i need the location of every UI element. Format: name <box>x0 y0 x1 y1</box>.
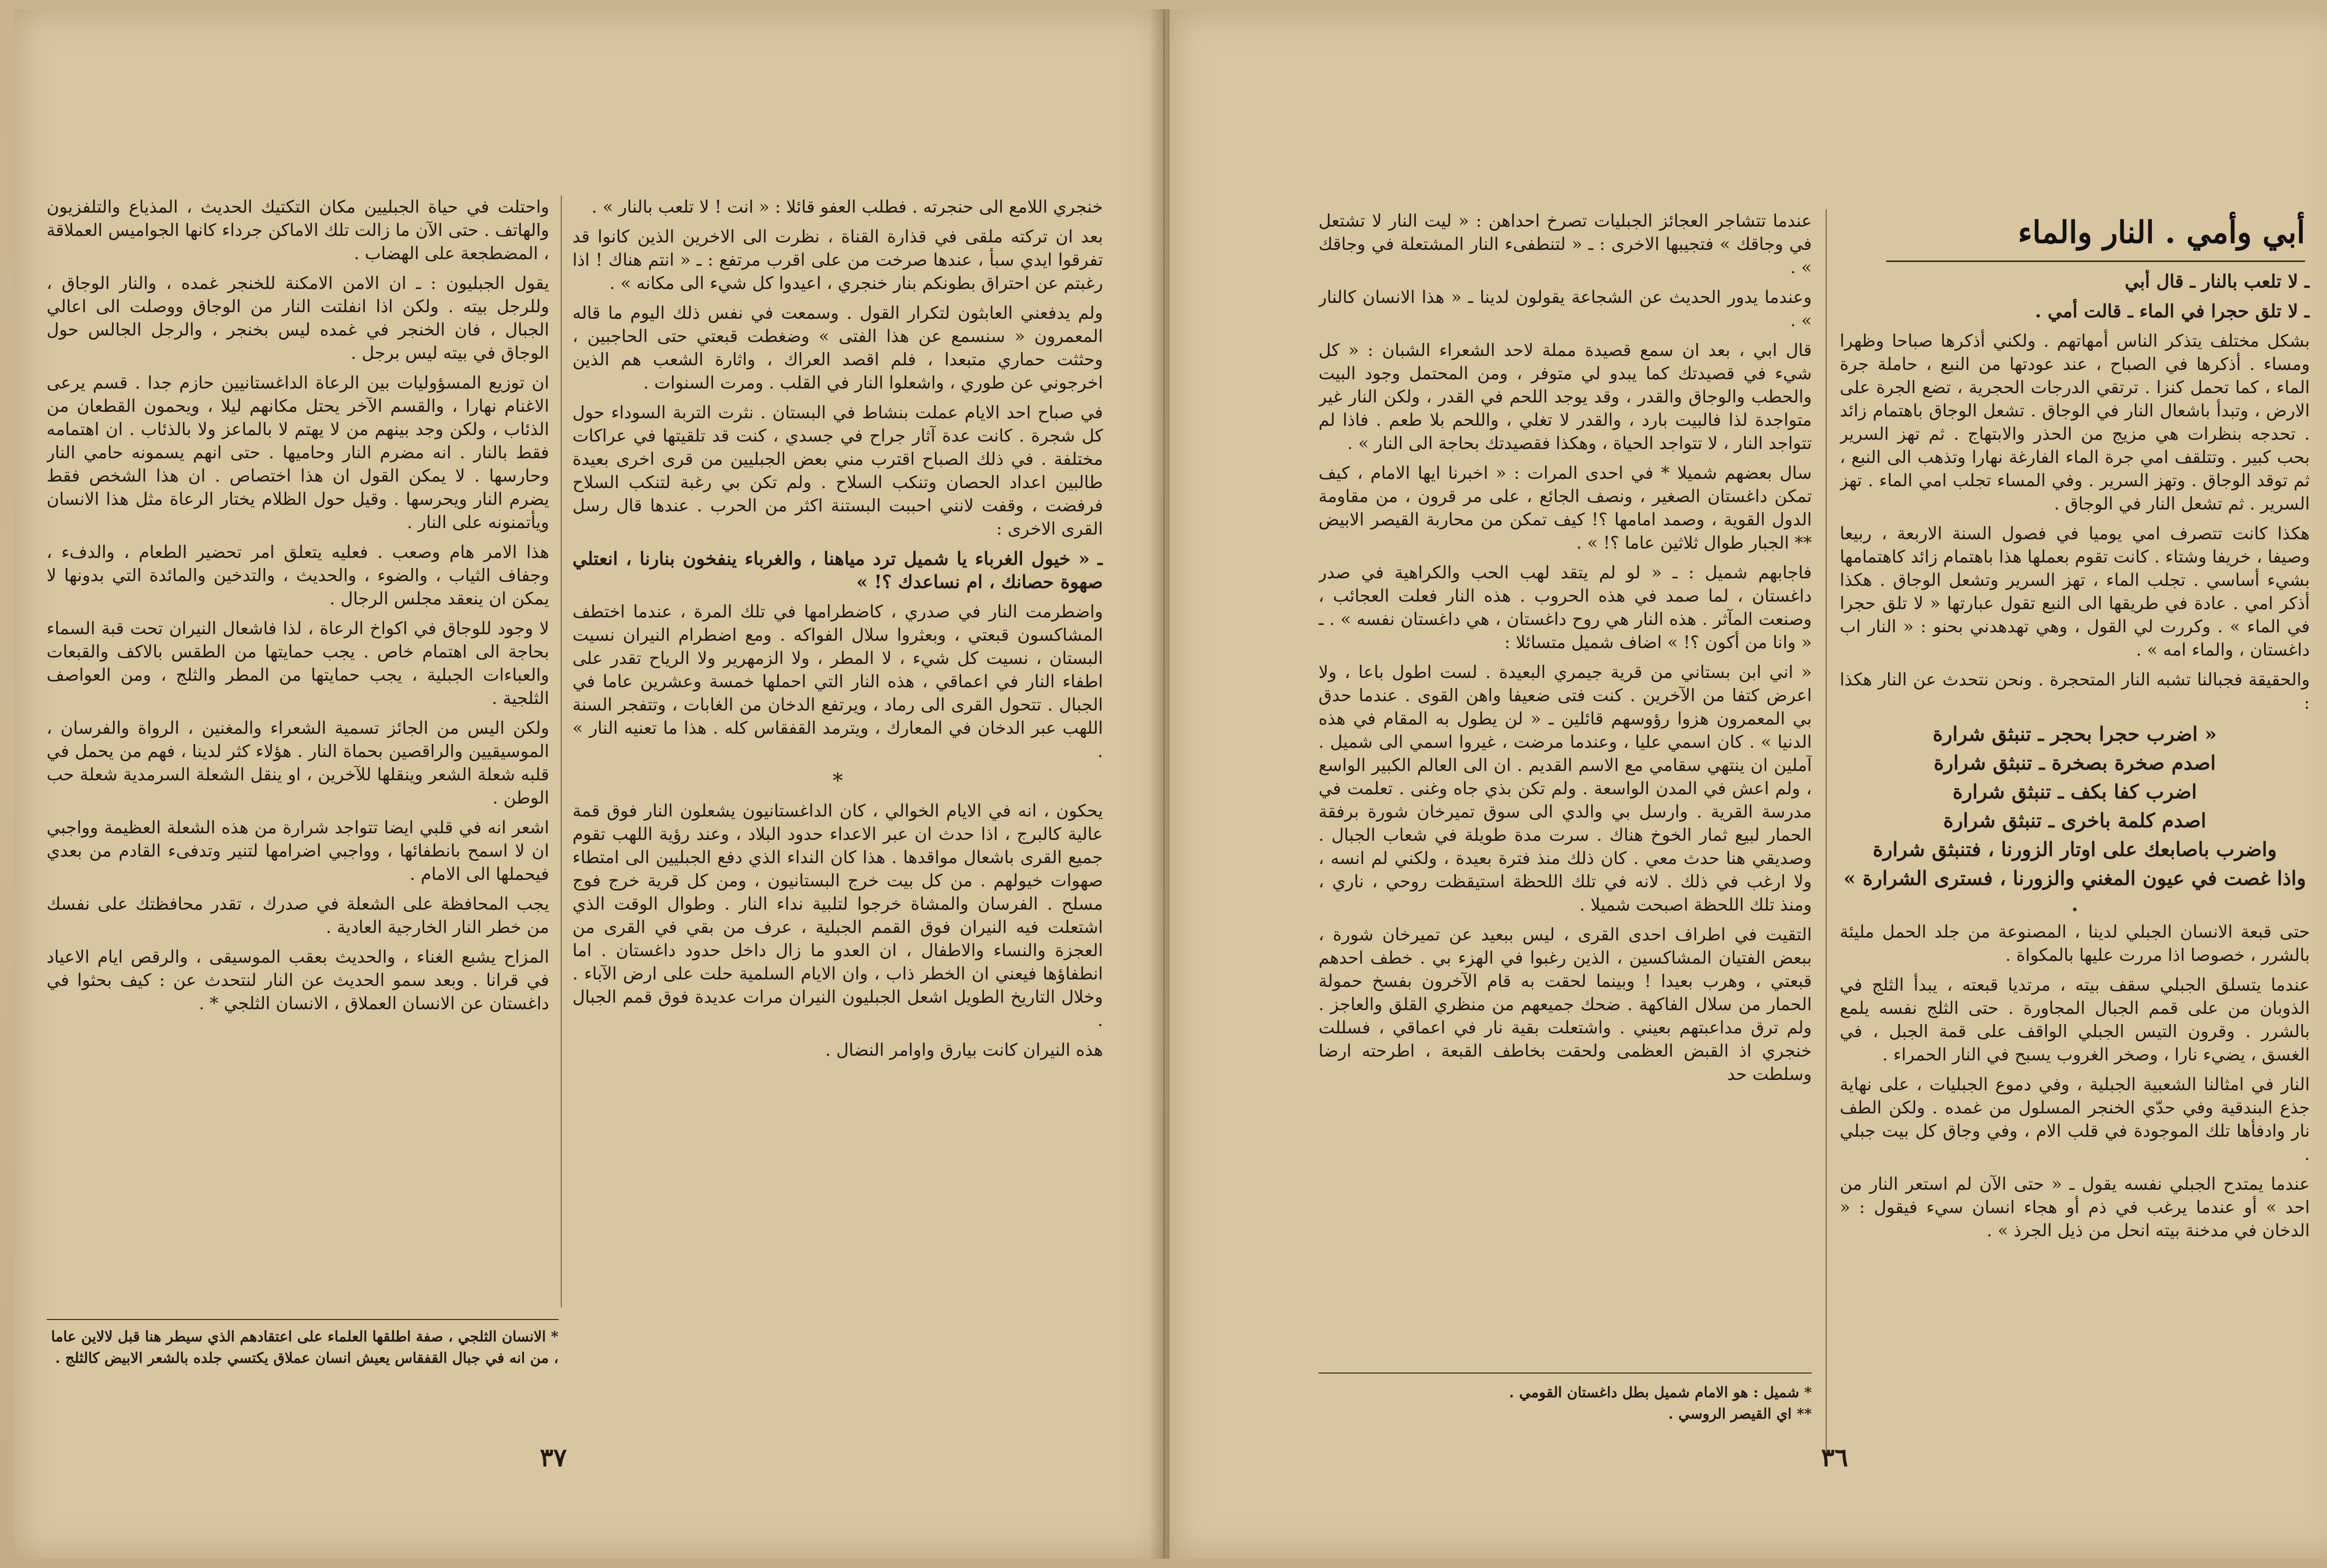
paragraph: يقول الجبليون : ـ ان الامن الامكنة للخنجر غمده ، والنار الوجاق ، وللرجل بيته . ولكن اذا انفلتت النار من الوجاق ووصلت الى اعالي الجبال ، فان الخنجر في غمده ليس بخنجر ، والرجل الجالس حول الوجاق في بيته ليس برجل . <box>47 273 549 363</box>
paragraph: النار في امثالنا الشعبية الجبلية ، وفي دموع الجبليات ، على نهاية جذع البندقية وفي حدّي الخنجر المسلول من غمده . ولكن الطف نار وادفأها تلك الموجودة في قلب الام ، وفي وجاق كل بيت جبلي . <box>1840 1074 2310 1164</box>
page-number-left: ٣٧ <box>540 1442 567 1472</box>
section-separator: * <box>833 769 843 793</box>
paragraph: عندما يمتدح الجبلي نفسه يقول ـ « حتى الآن لم استعر النار من احد » أو عندما يرغب في ذم أو هجاء انسان سيء فيقول : « الدخان في مدخنة بيته انحل من ذيل الجرذ » . <box>1840 1174 2310 1240</box>
poem-line: واضرب باصابعك على اوتار الزورنا ، فتنبثق شرارة <box>1872 838 2277 861</box>
epigraph-line: ـ لا تلق حجرا في الماء ـ قالت أمي . <box>2035 301 2310 322</box>
paragraph: يجب المحافظة على الشعلة في صدرك ، تقدر محافظتك على نفسك من خطر النار الخارجية العادية . <box>47 894 549 937</box>
paragraph: ولكن اليس من الجائز تسمية الشعراء والمغنين ، الرواة والفرسان ، الموسيقيين والراقصين بحماة النار . هؤلاء كثر لدينا ، فهم من يحمل في قلبه شعلة الشعر وينقلها للآخرين ، او ينقل الشعلة السرمدية شعلة حب الوطن . <box>47 718 549 808</box>
footnote-line: * شميل : هو الامام شميل بطل داغستان القومي . <box>1509 1384 1812 1401</box>
paragraph: وعندما يدور الحديث عن الشجاعة يقولون لدينا ـ « هذا الانسان كالنار » . <box>1318 287 1812 330</box>
paragraph: هكذا كانت تتصرف امي يوميا في فصول السنة الاربعة ، ربيعا وصيفا ، خريفا وشتاء . كانت تقوم بعملها هذا باهتمام زائد كاهتمامها بشيء أساسي . تجلب الماء ، تهز السرير وتشعل الوجاق . هكذا أذكر امي . عادة في طريقها الى النبع تقول عبارتها « لا تلق حجرا في الماء » . وكررت لي القول ، وهي تهدهدني بحنو : « النار اب داغستان ، والماء امه » . <box>1840 523 2310 660</box>
poem-line: اصدم كلمة باخرى ـ تنبثق شرارة <box>1943 809 2206 832</box>
paragraph: التقيت في اطراف احدى القرى ، ليس ببعيد عن تميرخان شورة ، ببعض الفتيان المشاكسين ، الذين رغبوا في الهزء بي . خطف احدهم قبعتي ، وهرب بعيدا ! وبينما لحقت به قام الآخرون بفسخ حمولة الحمار من سلال الفاكهة . ضحك جميعهم من منظري القلق والعاجز . ولم ترق مداعبتهم بعيني . واشتعلت بقية نار في اعماقي ، فسللت خنجري اذ القبض العظمى ولحقت بخاطف القبعة ، اطرحته ارضا وسلطت حد <box>1318 925 1812 1084</box>
column-divider <box>561 195 562 1307</box>
footnote-rule <box>47 1319 558 1320</box>
paragraph: حتى قبعة الانسان الجبلي لدينا ، المصنوعة من جلد الحمل مليئة بالشرر ، خصوصا اذا مررت عليها بالمكواة . <box>1840 922 2310 965</box>
paragraph: واضطرمت النار في صدري ، كاضطرامها في تلك المرة ، عندما اختطف المشاكسون قبعتي ، وبعثروا سلال الفواكه . ومع اضطرام النيران نسيت البستان ، نسيت كل شيء ، لا المطر ، ولا الزمهرير ولا الرياح تقدر على اطفاء النار في اعماقي ، هذه النار التي احملها خمسة وعشرين عاما في الجبال . تتحول القرى الى رماد ، ويرتفع الدخان من الغابات ، وتتفجر السنة اللهب عبر الدخان في المعارك ، ويترمد القفقاس كله . هذا ما تعنيه النار » . <box>572 602 1103 761</box>
left-page-footnote: * الانسان الثلجي ، صفة اطلقها العلماء على اعتقادهم الذي سيطر هنا قبل لالاين عاما ، من انه في جبال القفقاس يعيش انسان عملاق يكتسي جلده بالشعر الابيض كالثلج . <box>51 1328 558 1367</box>
paragraph: ولم يدفعني العابثون لتكرار القول . وسمعت في نفس ذلك اليوم ما قاله المعمرون « سنسمع عن هذا الفتى » وضغطت قبعتي حتى الحاجبين ، وحثثت حماري متبعدا ، فلم اقصد العراك ، واثارة الشعب هم الذين اخرجوني عن طوري ، واشعلوا النار في القلب . ومرت السنوات . <box>572 303 1103 393</box>
paragraph: والحقيقة فجبالنا تشبه النار المتحجرة . ونحن نتحدث عن النار هكذا : <box>1840 670 2310 713</box>
poem-line: واذا غصت في عيون المغني والزورنا ، فسترى الشرارة » . <box>1843 867 2306 916</box>
paragraph: لا وجود للوجاق في اكواخ الرعاة ، لذا فاشعال النيران تحت قبة السماء بحاجة الى اهتمام خاص . يجب حمايتها من الطقس بالاكف والقبعات والعباءات الجبلية ، يجب حمايتها من المطر والثلج ، ومن العواصف الثلجية . <box>47 618 549 708</box>
paragraph: خنجري اللامع الى حنجرته . فطلب العفو قائلا : « انت ! لا تلعب بالنار » . <box>592 197 1103 217</box>
poem-line: اصدم صخرة بصخرة ـ تنبثق شرارة <box>1933 751 2216 774</box>
left-page-column-outer <box>47 195 549 1307</box>
poem-line: اضرب كفا بكف ـ تنبثق شرارة <box>1952 780 2197 803</box>
paragraph: عندما تتشاجر العجائز الجبليات تصرخ احداهن : « ليت النار لا تشتعل في وجاقك » فتجيبها الاخرى : ـ « لتنطفىء النار المشتعلة في وجاقك » . <box>1318 211 1812 277</box>
paragraph: « اني ابن بستاني من قرية جيمري البعيدة . لست اطول باعا ، ولا اعرض كتفا من الآخرين . كنت فتى ضعيفا واهن القوى . عندما حدق بي المعمرون هزوا رؤوسهم قائلين ـ « لن يطول به المقام في هذه الدنيا » . كان اسمي عليا ، وعندما مرضت ، غيروا اسمي الى شميل . آملين ان ينتهي سقامي مع الاسم القديم . ان الى العالم الكبير الواسع ، ولم اعش في المدن الواسعة . ولم تكن بذي جاه وغنى . تعلمت في مدرسة القرية . وارسل بي والدي الى سوق تميرخان شورة برفقة الحمار لبيع ثمار الخوخ هناك . سرت مدة طويلة في شعاب الجبال . وصديقي هنا حدث معي . كان ذلك منذ فترة بعيدة ، ولكني لم انسه ، ولا ارغب في ذلك . لانه في تلك اللحظة استيقظت روحي ، ناري ، ومنذ تلك اللحظة اصبحت شميلا . <box>1318 662 1812 915</box>
paragraph: بشكل مختلف يتذكر الناس أمهاتهم . ولكني أذكرها صباحا وظهرا ومساء . أذكرها في الصباح ، عند عودتها من النبع ، حاملة جرة الماء ، كما تحمل كنزا . ترتقي الدرجات الحجرية ، تضع الجرة على الارض ، وتبدأ باشعال النار في الوجاق . تشعل الوجاق باهتمام زائد . تحدجه بنظرات هي مزيج من الحذر والابتهاج . ثم تهز السرير بحب كبير . وتتلقف امي جرة الماء الفارغة نهارا وتذهب الى النبع ، ثم توقد الوجاق . وتهز السرير . وفي المساء تجلب امي الماء . تهز السرير . ثم تشعل النار في الوجاق . <box>1840 331 2310 514</box>
right-page-column-outer <box>1840 270 2310 1461</box>
paragraph: يحكون ، انه في الايام الخوالي ، كان الداغستانيون يشعلون النار فوق قمة عالية كالبرج ، اذا حدث ان عبر الاعداء حدود البلاد ، وعند رؤية اللهب تقوم جميع القرى باشعال مواقدها . هذا كان النداء الذي دفع الجبليين الى امتطاء صهوات خيولهم . من كل بيت خرج البستانيون ، ومن كل قرية خرج فوج مسلح . الفرسان والمشاة خرجوا لتلبية نداء النار . وطوال الوقت الذي اشتعلت فيه النيران فوق القمم الجبلية ، عرف من بقي في القرى من العجزة والنساء والاطفال ، ان العدو ما زال داخل حدود داغستان . اما انطفاؤها فيعني ان الخطر ذاب ، وان الايام السلمية حلت على ارض الآباء . وخلال التاريخ الطويل اشعل الجبليون النيران مرات عديدة فوق قمم الجبال . <box>572 801 1103 1030</box>
paragraph: قال ابي ، بعد ان سمع قصيدة مملة لاحد الشعراء الشبان : « كل شيء في قصيدتك كما يبدو لي متوفر ، ومن المحتمل وجود البيت والحطب والوجاق والقدر ، وقد يوجد اللحم في القدر ، ولكن النار غير متواجدة لذا فالبيت بارد ، والقدر لا تغلي ، واللحم بلا طعم . فاذا لم تتواجد النار ، لا تتواجد الحياة ، وهكذا فقصيدتك بحاجة الى النار » . <box>1318 340 1812 453</box>
paragraph: واحتلت في حياة الجبليين مكان التكتيك الحديث ، المذياع والتلفزيون والهاتف . حتى الآن ما زالت تلك الاماكن جرداء كانها الجواميس العملاقة ، المضطجعة على الهضاب . <box>47 197 549 263</box>
right-page <box>1168 9 2327 1559</box>
footnote-rule <box>1318 1373 1812 1374</box>
left-page <box>14 9 1165 1559</box>
paragraph: اشعر انه في قلبي ايضا تتواجد شرارة من هذه الشعلة العظيمة وواجبي ان لا اسمح بانطفائها ، وواجبي اضرامها لتنير وتدفىء القادم من بعدي فيحملها الى الامام . <box>47 818 549 884</box>
epigraph-line: ـ لا تلعب بالنار ـ قال أبي <box>2125 271 2310 292</box>
paragraph: ان توزيع المسؤوليات بين الرعاة الداغستانيين حازم جدا . قسم يرعى الاغنام نهارا ، والقسم الآخر يحتل مكانهم ليلا ، ويحمون القطعان من الذئاب ، ولكن وجد بينهم من لا يهتم لا بالماعز ولا بالذئاب . ان اهتمامه فقط بالنار . انه مضرم النار وحاميها . حتى انهم يسمونه حامي النار وحارسها . لا يمكن القول ان هذا اختصاص . ان هذا الشخص فقط يضرم النار ويحرسها . وقيل حول الظلام يختار الرعاة مثل هذا الانسان ويأتمنونه على النار . <box>47 373 549 532</box>
poem-line: « اضرب حجرا بحجر ـ تنبثق شرارة <box>1932 723 2217 745</box>
right-page-column-inner <box>1318 209 1812 1354</box>
paragraph: سال بعضهم شميلا * في احدى المرات : « اخبرنا ايها الامام ، كيف تمكن داغستان الصغير ، ونصف الجائع ، على مر قرون ، من مقاومة الدول القوية ، وصمد امامها ؟! كيف تمكن من محاربة القيصر الابيض ** الجبار طوال ثلاثين عاما ؟! » . <box>1318 463 1812 553</box>
paragraph: ـ « خيول الغرباء يا شميل ترد مياهنا ، والغرباء ينفخون بنارنا ، انعتلي صهوة حصانك ، ام نساعدك ؟! » <box>572 548 1103 593</box>
paragraph: هذه النيران كانت بيارق واوامر النضال . <box>825 1040 1103 1060</box>
right-page-footnotes <box>1318 1382 1812 1425</box>
paragraph: المزاح يشبع الغناء ، والحديث بعقب الموسيقى ، والرقص ايام الاعياد في قرانا . وبعد سمو الحديث عن النار لنتحدث عن : كيف بحثوا في داغستان عن الانسان العملاق ، الانسان الثلجي * . <box>47 947 549 1013</box>
left-page-column-inner <box>572 195 1103 1424</box>
paragraph: عندما يتسلق الجبلي سقف بيته ، مرتديا قبعته ، يبدأ الثلج في الذوبان من على قمم الجبال المجاورة . حتى الثلج نفسه يلمع بالشرر . وقرون التيس الجبلي الواقف على قمة الجبل ، في الغسق ، يضيء نارا ، وصخر الغروب يسبح في النار الحمراء . <box>1840 975 2310 1065</box>
page-number-right: ٣٦ <box>1821 1442 1849 1472</box>
column-divider <box>1826 209 1827 1466</box>
paragraph: بعد ان تركته ملقى في قذارة القناة ، نظرت الى الاخرين الذين كانوا قد تفرقوا ايدي سبأ ، عندها صرخت من على اقرب مرتفع : ـ « انتم هناك ! اذا رغبتم عن احتراق بطونكم بنار خنجري ، اعيدوا كل شيء الى مكانه » . <box>572 227 1103 293</box>
article-title: أبي وأمي . النار والماء <box>2018 214 2305 250</box>
title-underline <box>1886 261 2305 262</box>
paragraph: فاجابهم شميل : ـ « لو لم يتقد لهب الحب والكراهية في صدر داغستان ، لما صمد في هذه الحروب . هذه النار فعلت العجائب ، وصنعت المآثر . هذه النار هي روح داغستان ، هي داغستان نفسه » . ـ « وانا من أكون ؟! » اضاف شميل متسائلا : <box>1318 563 1812 652</box>
paragraph: في صباح احد الايام عملت بنشاط في البستان . نثرت التربة السوداء حول كل شجرة . كانت عدة آثار جراح في جسدي ، كنت قد تلقيتها في عراكات مختلفة . في ذلك الصباح اقترب مني بعض الجبليين من قرى اخرى بعيدة طالبين اعداد الحصان وتنكب السلاح . ولم تكن بي رغبة لتنكب السلاح فرفضت ، وقفت لانني احببت البستنة اكثر من الحرب . عندها قال رسل القرى الاخرى : <box>572 402 1103 539</box>
footnote-line: ** اي القيصر الروسي . <box>1668 1406 1812 1422</box>
paragraph: هذا الامر هام وصعب . فعليه يتعلق امر تحضير الطعام ، والدفء ، وجفاف الثياب ، والضوء ، والحديث ، والتدخين والمائدة التي بدونها لا يمكن ان ينعقد مجلس الرجال . <box>47 542 549 609</box>
